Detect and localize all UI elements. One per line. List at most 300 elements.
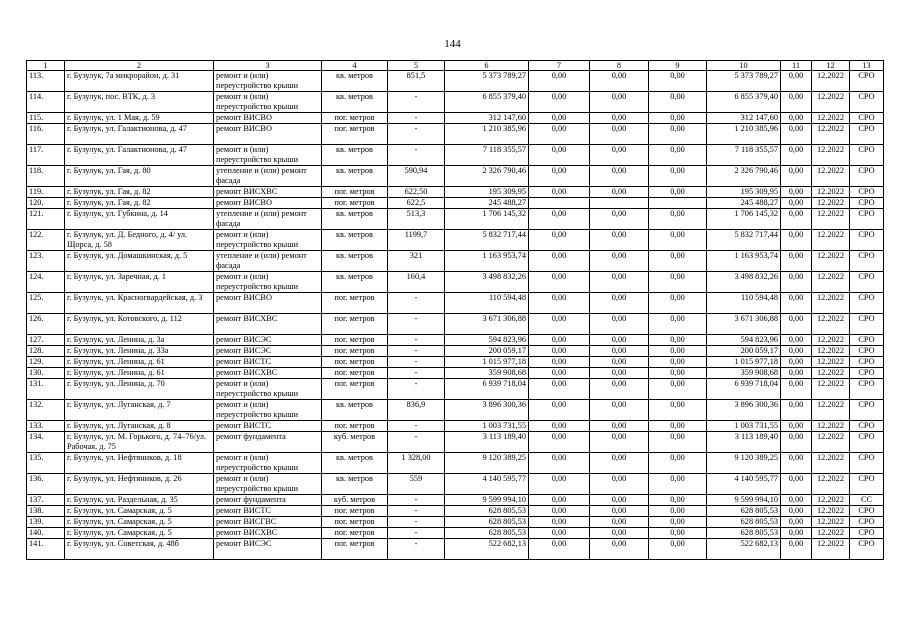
address-cell: г. Бузулук, ул. Луганская, д. 8 bbox=[65, 421, 214, 432]
quantity-cell: 1199,7 bbox=[388, 230, 445, 251]
unit-cell: пог. метров bbox=[322, 357, 388, 368]
deadline-cell: 12.2022 bbox=[812, 528, 850, 539]
method-cell: СРО bbox=[850, 539, 884, 560]
owners-funds-cell: 3 896 300,36 bbox=[707, 400, 781, 421]
work-type-cell: ремонт ВИСЭС bbox=[214, 335, 322, 346]
quantity-cell: 622,5 bbox=[388, 198, 445, 209]
method-cell: СРО bbox=[850, 528, 884, 539]
budget-cell: 0,00 bbox=[590, 528, 649, 539]
address-cell: г. Бузулук, ул. Гая, д. 80 bbox=[65, 166, 214, 187]
budget-cell: 0,00 bbox=[590, 495, 649, 506]
budget-cell: 0,00 bbox=[590, 453, 649, 474]
row-number: 141. bbox=[27, 539, 65, 560]
owners-funds-cell: 1 210 385,96 bbox=[707, 124, 781, 145]
owners-funds-cell: 245 488,27 bbox=[707, 198, 781, 209]
column-header: 11 bbox=[781, 61, 812, 71]
fund-cell: 0,00 bbox=[529, 335, 590, 346]
budget-cell: 0,00 bbox=[590, 314, 649, 335]
unit-cell: пог. метров bbox=[322, 314, 388, 335]
method-cell: СРО bbox=[850, 357, 884, 368]
fund-cell: 0,00 bbox=[529, 453, 590, 474]
unit-cell: кв. метров bbox=[322, 251, 388, 272]
method-cell: СРО bbox=[850, 368, 884, 379]
fund-cell: 0,00 bbox=[529, 145, 590, 166]
unit-cell: пог. метров bbox=[322, 539, 388, 560]
budget-cell: 0,00 bbox=[590, 251, 649, 272]
local-budget-cell: 0,00 bbox=[649, 517, 707, 528]
deadline-cell: 12.2022 bbox=[812, 379, 850, 400]
table-row bbox=[27, 506, 884, 517]
quantity-cell: - bbox=[388, 495, 445, 506]
quantity-cell: 513,3 bbox=[388, 209, 445, 230]
column-header: 6 bbox=[445, 61, 529, 71]
unit-cell: пог. метров bbox=[322, 293, 388, 314]
owners-funds-cell: 594 823,96 bbox=[707, 335, 781, 346]
local-budget-cell: 0,00 bbox=[649, 539, 707, 560]
work-type-cell: ремонт и (или) переустройство крыши bbox=[214, 71, 322, 92]
other-funds-cell: 0,00 bbox=[781, 198, 812, 209]
deadline-cell: 12.2022 bbox=[812, 400, 850, 421]
local-budget-cell: 0,00 bbox=[649, 400, 707, 421]
address-cell: г. Бузулук, ул. Красногвардейская, д. 3 bbox=[65, 293, 214, 314]
method-cell: СРО bbox=[850, 71, 884, 92]
fund-cell: 0,00 bbox=[529, 71, 590, 92]
deadline-cell: 12.2022 bbox=[812, 474, 850, 495]
work-type-cell: ремонт и (или) переустройство крыши bbox=[214, 400, 322, 421]
column-header: 2 bbox=[65, 61, 214, 71]
table-row bbox=[27, 230, 884, 251]
work-type-cell: ремонт и (или) переустройство крыши bbox=[214, 92, 322, 113]
other-funds-cell: 0,00 bbox=[781, 453, 812, 474]
fund-cell: 0,00 bbox=[529, 209, 590, 230]
owners-funds-cell: 1 003 731,55 bbox=[707, 421, 781, 432]
table-row bbox=[27, 92, 884, 113]
work-type-cell: ремонт и (или) переустройство крыши bbox=[214, 453, 322, 474]
row-number: 119. bbox=[27, 187, 65, 198]
unit-cell: пог. метров bbox=[322, 335, 388, 346]
local-budget-cell: 0,00 bbox=[649, 357, 707, 368]
local-budget-cell: 0,00 bbox=[649, 272, 707, 293]
table-row bbox=[27, 528, 884, 539]
other-funds-cell: 0,00 bbox=[781, 346, 812, 357]
fund-cell: 0,00 bbox=[529, 272, 590, 293]
local-budget-cell: 0,00 bbox=[649, 421, 707, 432]
row-number: 124. bbox=[27, 272, 65, 293]
row-number: 126. bbox=[27, 314, 65, 335]
unit-cell: пог. метров bbox=[322, 187, 388, 198]
total-cost-cell: 1 210 385,96 bbox=[445, 124, 529, 145]
row-number: 121. bbox=[27, 209, 65, 230]
fund-cell: 0,00 bbox=[529, 539, 590, 560]
work-type-cell: ремонт и (или) переустройство крыши bbox=[214, 230, 322, 251]
budget-cell: 0,00 bbox=[590, 517, 649, 528]
method-cell: СРО bbox=[850, 251, 884, 272]
method-cell: СРО bbox=[850, 453, 884, 474]
page-number: 144 bbox=[444, 38, 461, 50]
row-number: 140. bbox=[27, 528, 65, 539]
method-cell: СРО bbox=[850, 113, 884, 124]
quantity-cell: - bbox=[388, 314, 445, 335]
total-cost-cell: 628 805,53 bbox=[445, 506, 529, 517]
local-budget-cell: 0,00 bbox=[649, 166, 707, 187]
local-budget-cell: 0,00 bbox=[649, 251, 707, 272]
owners-funds-cell: 628 805,53 bbox=[707, 528, 781, 539]
budget-cell: 0,00 bbox=[590, 113, 649, 124]
total-cost-cell: 9 599 994,10 bbox=[445, 495, 529, 506]
unit-cell: кв. метров bbox=[322, 230, 388, 251]
address-cell: г. Бузулук, пос. ВТК, д. 3 bbox=[65, 92, 214, 113]
budget-cell: 0,00 bbox=[590, 92, 649, 113]
table-row bbox=[27, 539, 884, 560]
address-cell: г. Бузулук, ул. Самарская, д. 5 bbox=[65, 517, 214, 528]
total-cost-cell: 7 118 355,57 bbox=[445, 145, 529, 166]
budget-cell: 0,00 bbox=[590, 166, 649, 187]
other-funds-cell: 0,00 bbox=[781, 230, 812, 251]
total-cost-cell: 6 855 379,40 bbox=[445, 92, 529, 113]
table-row bbox=[27, 517, 884, 528]
other-funds-cell: 0,00 bbox=[781, 113, 812, 124]
row-number: 139. bbox=[27, 517, 65, 528]
deadline-cell: 12.2022 bbox=[812, 335, 850, 346]
row-number: 130. bbox=[27, 368, 65, 379]
deadline-cell: 12.2022 bbox=[812, 209, 850, 230]
quantity-cell: 559 bbox=[388, 474, 445, 495]
unit-cell: кв. метров bbox=[322, 474, 388, 495]
owners-funds-cell: 6 855 379,40 bbox=[707, 92, 781, 113]
quantity-cell: - bbox=[388, 528, 445, 539]
total-cost-cell: 628 805,53 bbox=[445, 528, 529, 539]
other-funds-cell: 0,00 bbox=[781, 432, 812, 453]
repair-schedule-table bbox=[26, 60, 884, 560]
other-funds-cell: 0,00 bbox=[781, 92, 812, 113]
local-budget-cell: 0,00 bbox=[649, 528, 707, 539]
table-row bbox=[27, 368, 884, 379]
unit-cell: кв. метров bbox=[322, 400, 388, 421]
table-row bbox=[27, 124, 884, 145]
fund-cell: 0,00 bbox=[529, 400, 590, 421]
budget-cell: 0,00 bbox=[590, 506, 649, 517]
owners-funds-cell: 312 147,60 bbox=[707, 113, 781, 124]
owners-funds-cell: 628 805,53 bbox=[707, 517, 781, 528]
address-cell: г. Бузулук, ул. Галактионова, д. 47 bbox=[65, 124, 214, 145]
address-cell: г. Бузулук, ул. Галактионова, д. 47 bbox=[65, 145, 214, 166]
unit-cell: пог. метров bbox=[322, 346, 388, 357]
work-type-cell: ремонт ВИСГВС bbox=[214, 517, 322, 528]
address-cell: г. Бузулук, ул. М. Горького, д. 74–76/ул. Рабочая, д. 75 bbox=[65, 432, 214, 453]
unit-cell: пог. метров bbox=[322, 528, 388, 539]
budget-cell: 0,00 bbox=[590, 209, 649, 230]
local-budget-cell: 0,00 bbox=[649, 124, 707, 145]
other-funds-cell: 0,00 bbox=[781, 335, 812, 346]
table-row bbox=[27, 432, 884, 453]
row-number: 128. bbox=[27, 346, 65, 357]
unit-cell: пог. метров bbox=[322, 506, 388, 517]
table-row bbox=[27, 379, 884, 400]
work-type-cell: ремонт ВИСЭС bbox=[214, 346, 322, 357]
total-cost-cell: 312 147,60 bbox=[445, 113, 529, 124]
owners-funds-cell: 4 140 595,77 bbox=[707, 474, 781, 495]
deadline-cell: 12.2022 bbox=[812, 453, 850, 474]
unit-cell: пог. метров bbox=[322, 368, 388, 379]
table-row bbox=[27, 145, 884, 166]
column-header: 3 bbox=[214, 61, 322, 71]
method-cell: СРО bbox=[850, 209, 884, 230]
total-cost-cell: 3 113 189,40 bbox=[445, 432, 529, 453]
column-header: 4 bbox=[322, 61, 388, 71]
total-cost-cell: 200 059,17 bbox=[445, 346, 529, 357]
quantity-cell: - bbox=[388, 421, 445, 432]
address-cell: г. Бузулук, ул. Ленина, д. 33а bbox=[65, 346, 214, 357]
row-number: 113. bbox=[27, 71, 65, 92]
quantity-cell: - bbox=[388, 92, 445, 113]
method-cell: СРО bbox=[850, 187, 884, 198]
address-cell: г. Бузулук, ул. Самарская, д. 5 bbox=[65, 506, 214, 517]
deadline-cell: 12.2022 bbox=[812, 346, 850, 357]
method-cell: СРО bbox=[850, 506, 884, 517]
unit-cell: кв. метров bbox=[322, 145, 388, 166]
budget-cell: 0,00 bbox=[590, 145, 649, 166]
row-number: 127. bbox=[27, 335, 65, 346]
owners-funds-cell: 1 706 145,32 bbox=[707, 209, 781, 230]
local-budget-cell: 0,00 bbox=[649, 71, 707, 92]
owners-funds-cell: 522 682,13 bbox=[707, 539, 781, 560]
column-header: 10 bbox=[707, 61, 781, 71]
header-row bbox=[27, 61, 884, 71]
work-type-cell: ремонт ВИСЭС bbox=[214, 539, 322, 560]
local-budget-cell: 0,00 bbox=[649, 432, 707, 453]
unit-cell: пог. метров bbox=[322, 379, 388, 400]
other-funds-cell: 0,00 bbox=[781, 539, 812, 560]
budget-cell: 0,00 bbox=[590, 335, 649, 346]
method-cell: СРО bbox=[850, 335, 884, 346]
local-budget-cell: 0,00 bbox=[649, 187, 707, 198]
quantity-cell: - bbox=[388, 113, 445, 124]
other-funds-cell: 0,00 bbox=[781, 506, 812, 517]
deadline-cell: 12.2022 bbox=[812, 368, 850, 379]
table-row bbox=[27, 335, 884, 346]
work-type-cell: ремонт ВИСВО bbox=[214, 198, 322, 209]
method-cell: СРО bbox=[850, 166, 884, 187]
total-cost-cell: 2 326 790,46 bbox=[445, 166, 529, 187]
budget-cell: 0,00 bbox=[590, 421, 649, 432]
quantity-cell: - bbox=[388, 293, 445, 314]
deadline-cell: 12.2022 bbox=[812, 517, 850, 528]
unit-cell: куб. метров bbox=[322, 432, 388, 453]
row-number: 137. bbox=[27, 495, 65, 506]
other-funds-cell: 0,00 bbox=[781, 166, 812, 187]
fund-cell: 0,00 bbox=[529, 421, 590, 432]
work-type-cell: ремонт ВИСТС bbox=[214, 506, 322, 517]
fund-cell: 0,00 bbox=[529, 357, 590, 368]
budget-cell: 0,00 bbox=[590, 400, 649, 421]
total-cost-cell: 3 498 832,26 bbox=[445, 272, 529, 293]
local-budget-cell: 0,00 bbox=[649, 293, 707, 314]
method-cell: СРО bbox=[850, 346, 884, 357]
quantity-cell: 836,9 bbox=[388, 400, 445, 421]
address-cell: г. Бузулук, ул. 1 Мая, д. 59 bbox=[65, 113, 214, 124]
fund-cell: 0,00 bbox=[529, 293, 590, 314]
quantity-cell: - bbox=[388, 357, 445, 368]
other-funds-cell: 0,00 bbox=[781, 495, 812, 506]
address-cell: г. Бузулук, ул. Раздельная, д. 35 bbox=[65, 495, 214, 506]
fund-cell: 0,00 bbox=[529, 251, 590, 272]
total-cost-cell: 1 003 731,55 bbox=[445, 421, 529, 432]
row-number: 118. bbox=[27, 166, 65, 187]
local-budget-cell: 0,00 bbox=[649, 506, 707, 517]
work-type-cell: ремонт ВИСХВС bbox=[214, 368, 322, 379]
row-number: 135. bbox=[27, 453, 65, 474]
owners-funds-cell: 5 832 717,44 bbox=[707, 230, 781, 251]
budget-cell: 0,00 bbox=[590, 368, 649, 379]
work-type-cell: ремонт и (или) переустройство крыши bbox=[214, 474, 322, 495]
quantity-cell: 1 328,00 bbox=[388, 453, 445, 474]
unit-cell: куб. метров bbox=[322, 495, 388, 506]
local-budget-cell: 0,00 bbox=[649, 379, 707, 400]
local-budget-cell bbox=[649, 198, 707, 209]
method-cell: СРО bbox=[850, 293, 884, 314]
row-number: 120. bbox=[27, 198, 65, 209]
address-cell: г. Бузулук, ул. Котовского, д. 112 bbox=[65, 314, 214, 335]
row-number: 134. bbox=[27, 432, 65, 453]
owners-funds-cell: 9 599 994,10 bbox=[707, 495, 781, 506]
method-cell: СРО bbox=[850, 432, 884, 453]
fund-cell: 0,00 bbox=[529, 166, 590, 187]
local-budget-cell: 0,00 bbox=[649, 346, 707, 357]
deadline-cell: 12.2022 bbox=[812, 251, 850, 272]
address-cell: г. Бузулук, ул. Нефтяников, д. 26 bbox=[65, 474, 214, 495]
deadline-cell: 12.2022 bbox=[812, 293, 850, 314]
column-header: 13 bbox=[850, 61, 884, 71]
method-cell: СРО bbox=[850, 230, 884, 251]
quantity-cell: - bbox=[388, 539, 445, 560]
row-number: 136. bbox=[27, 474, 65, 495]
row-number: 138. bbox=[27, 506, 65, 517]
quantity-cell: 851,5 bbox=[388, 71, 445, 92]
table-body bbox=[27, 71, 884, 560]
other-funds-cell: 0,00 bbox=[781, 528, 812, 539]
fund-cell: 0,00 bbox=[529, 124, 590, 145]
quantity-cell: - bbox=[388, 368, 445, 379]
quantity-cell: - bbox=[388, 124, 445, 145]
quantity-cell: 590,94 bbox=[388, 166, 445, 187]
quantity-cell: - bbox=[388, 517, 445, 528]
total-cost-cell: 245 488,27 bbox=[445, 198, 529, 209]
total-cost-cell: 3 671 306,88 bbox=[445, 314, 529, 335]
local-budget-cell: 0,00 bbox=[649, 92, 707, 113]
local-budget-cell: 0,00 bbox=[649, 368, 707, 379]
fund-cell: 0,00 bbox=[529, 528, 590, 539]
fund-cell: 0,00 bbox=[529, 368, 590, 379]
budget-cell: 0,00 bbox=[590, 432, 649, 453]
work-type-cell: ремонт ВИСХВС bbox=[214, 314, 322, 335]
budget-cell: 0,00 bbox=[590, 272, 649, 293]
column-header: 5 bbox=[388, 61, 445, 71]
total-cost-cell: 5 832 717,44 bbox=[445, 230, 529, 251]
other-funds-cell: 0,00 bbox=[781, 368, 812, 379]
quantity-cell: - bbox=[388, 335, 445, 346]
other-funds-cell: 0,00 bbox=[781, 314, 812, 335]
fund-cell: 0,00 bbox=[529, 495, 590, 506]
budget-cell: 0,00 bbox=[590, 474, 649, 495]
method-cell: СРО bbox=[850, 400, 884, 421]
row-number: 129. bbox=[27, 357, 65, 368]
local-budget-cell: 0,00 bbox=[649, 474, 707, 495]
quantity-cell: 160,4 bbox=[388, 272, 445, 293]
other-funds-cell: 0,00 bbox=[781, 71, 812, 92]
owners-funds-cell: 5 373 789,27 bbox=[707, 71, 781, 92]
local-budget-cell: 0,00 bbox=[649, 495, 707, 506]
total-cost-cell: 1 706 145,32 bbox=[445, 209, 529, 230]
fund-cell: 0,00 bbox=[529, 230, 590, 251]
quantity-cell: 622,50 bbox=[388, 187, 445, 198]
fund-cell: 0,00 bbox=[529, 432, 590, 453]
other-funds-cell: 0,00 bbox=[781, 421, 812, 432]
row-number: 133. bbox=[27, 421, 65, 432]
row-number: 125. bbox=[27, 293, 65, 314]
total-cost-cell: 6 939 718,04 bbox=[445, 379, 529, 400]
work-type-cell: ремонт и (или) переустройство крыши bbox=[214, 272, 322, 293]
fund-cell: 0,00 bbox=[529, 187, 590, 198]
work-type-cell: ремонт ВИСВО bbox=[214, 113, 322, 124]
owners-funds-cell: 3 498 832,26 bbox=[707, 272, 781, 293]
address-cell: г. Бузулук, ул. Домашкинская, д. 5 bbox=[65, 251, 214, 272]
owners-funds-cell: 195 309,95 bbox=[707, 187, 781, 198]
address-cell: г. Бузулук, ул. Ленина, д. 3а bbox=[65, 335, 214, 346]
total-cost-cell: 594 823,96 bbox=[445, 335, 529, 346]
work-type-cell: ремонт и (или) переустройство крыши bbox=[214, 145, 322, 166]
total-cost-cell: 1 015 977,18 bbox=[445, 357, 529, 368]
deadline-cell: 12.2022 bbox=[812, 230, 850, 251]
fund-cell: 0,00 bbox=[529, 474, 590, 495]
work-type-cell: утепление и (или) ремонт фасада bbox=[214, 209, 322, 230]
owners-funds-cell: 1 015 977,18 bbox=[707, 357, 781, 368]
table-row bbox=[27, 314, 884, 335]
column-header: 9 bbox=[649, 61, 707, 71]
row-number: 132. bbox=[27, 400, 65, 421]
address-cell: г. Бузулук, ул. Д. Бедного, д. 4/ ул. Щорса, д. 58 bbox=[65, 230, 214, 251]
deadline-cell: 12.2022 bbox=[812, 272, 850, 293]
address-cell: г. Бузулук, ул. Самарская, д. 5 bbox=[65, 528, 214, 539]
column-header: 12 bbox=[812, 61, 850, 71]
total-cost-cell: 5 373 789,27 bbox=[445, 71, 529, 92]
deadline-cell: 12.2022 bbox=[812, 145, 850, 166]
row-number: 122. bbox=[27, 230, 65, 251]
method-cell: СРО bbox=[850, 145, 884, 166]
work-type-cell: утепление и (или) ремонт фасада bbox=[214, 251, 322, 272]
local-budget-cell: 0,00 bbox=[649, 335, 707, 346]
table-row bbox=[27, 346, 884, 357]
total-cost-cell: 359 908,68 bbox=[445, 368, 529, 379]
address-cell: г. Бузулук, ул. Ленина, д. 61 bbox=[65, 357, 214, 368]
owners-funds-cell: 110 594,48 bbox=[707, 293, 781, 314]
other-funds-cell: 0,00 bbox=[781, 272, 812, 293]
work-type-cell: ремонт ВИСВО bbox=[214, 293, 322, 314]
deadline-cell: 12.2022 bbox=[812, 432, 850, 453]
owners-funds-cell: 6 939 718,04 bbox=[707, 379, 781, 400]
table-row bbox=[27, 166, 884, 187]
budget-cell: 0,00 bbox=[590, 71, 649, 92]
method-cell: СРО bbox=[850, 314, 884, 335]
row-number: 114. bbox=[27, 92, 65, 113]
fund-cell: 0,00 bbox=[529, 314, 590, 335]
method-cell: СРО bbox=[850, 421, 884, 432]
local-budget-cell: 0,00 bbox=[649, 314, 707, 335]
row-number: 123. bbox=[27, 251, 65, 272]
address-cell: г. Бузулук, ул. Ленина, д. 61 bbox=[65, 368, 214, 379]
work-type-cell: утепление и (или) ремонт фасада bbox=[214, 166, 322, 187]
row-number: 115. bbox=[27, 113, 65, 124]
deadline-cell: 12.2022 bbox=[812, 71, 850, 92]
